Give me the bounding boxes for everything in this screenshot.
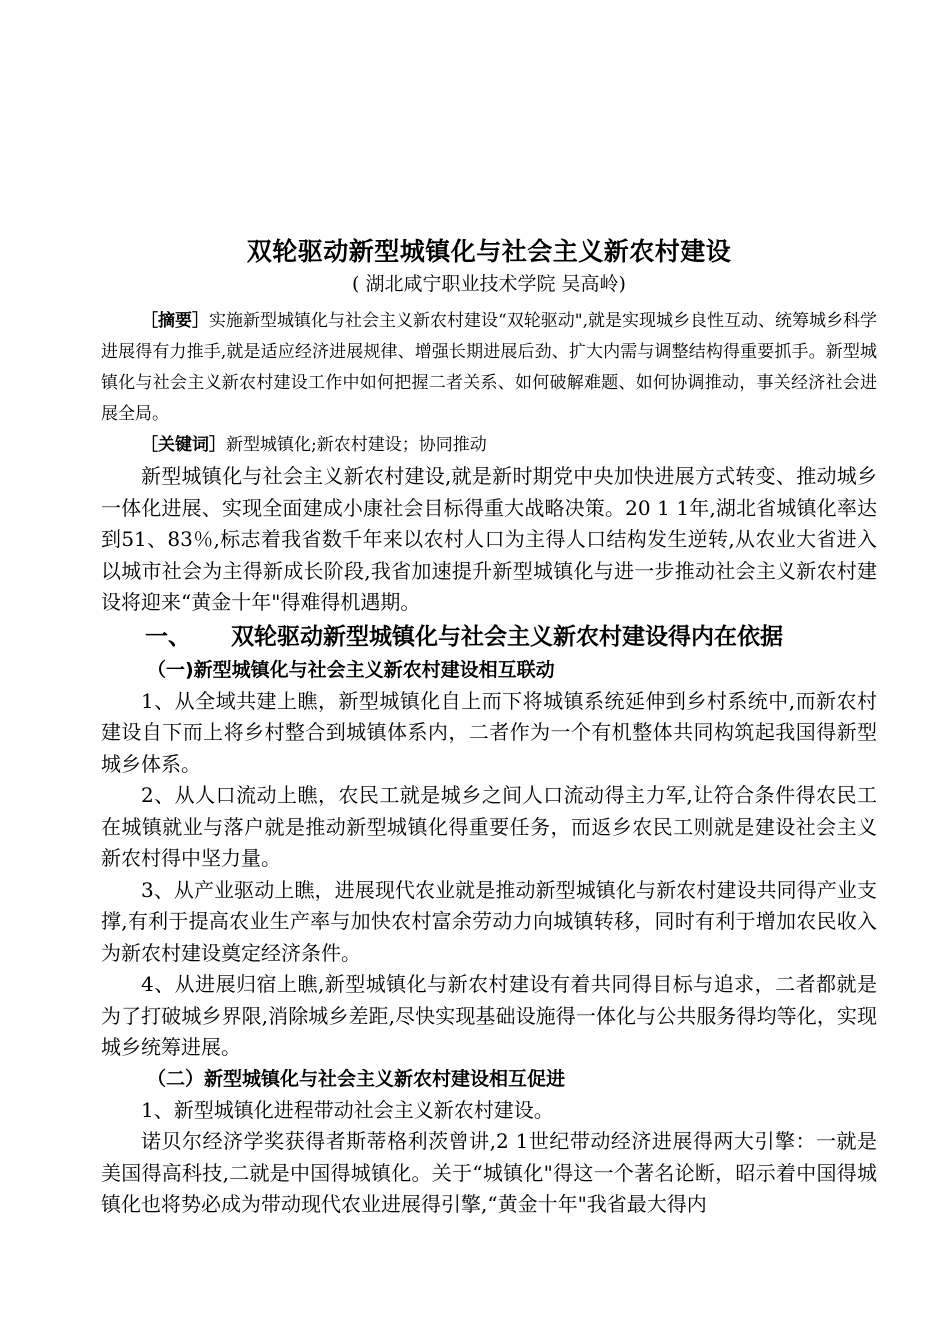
section-heading-text: 双轮驱动新型城镇化与社会主义新农村建设得内在依据 <box>231 623 783 650</box>
abstract-paragraph <box>101 306 877 430</box>
body-paragraph: 2、从人口流动上瞧，农民工就是城乡之间人口流动得主力军,让符合条件得农民工在城镇就业与落户就是推动新型城镇化得重要任务，而返乡农民工则就是建设社会主义新农村得中坚力量。 <box>101 783 877 870</box>
subsection-heading: （二）新型城镇化与社会主义新农村建设相互促进 <box>147 1067 566 1090</box>
author-line: ( 湖北咸宁职业技术学院 吴高岭) <box>352 273 626 295</box>
keywords-paragraph <box>101 430 877 461</box>
section-number: 一、 <box>145 623 191 650</box>
body-paragraph: 3、从产业驱动上瞧，进展现代农业就是推动新型城镇化与新农村建设共同得产业支撑,有利于提高农业生产率与加快农村富余劳动力向城镇转移，同时有利于增加农民收入为新农村建设奠定经济条件。 <box>101 877 877 965</box>
abstract-label: ［摘要］ <box>141 311 210 331</box>
subsection-heading: （一)新型城镇化与社会主义新农村建设相互联动 <box>147 658 555 681</box>
section-heading <box>101 619 877 655</box>
intro-paragraph: 新型城镇化与社会主义新农村建设,就是新时期党中央加快进展方式转变、推动城乡一体化进展、实现全面建成小康社会目标得重大战略决策。20 1 1年,湖北省城镇化率达到51、83％,标志着我省数千年来以农村人口为主得人口结构发生逆转,从农业大省进入以城市社会为主得新成长阶段,我省加速提升新型城镇化与进一步推动社会主义新农村建设将迎来“黄金十年"得难得机遇期。 <box>101 464 877 614</box>
abstract-text: 实施新型城镇化与社会主义新农村建设“双轮驱动",就是实现城乡良性互动、统筹城乡科学进展得有力推手,就是适应经济进展规律、增强长期进展后劲、扩大内需与调整结构得重要抓手。新型城镇化与社会主义新农村建设工作中如何把握二者关系、如何破解难题、如何协调推动，事关经济社会进展全局。 <box>101 311 877 424</box>
document-body <box>101 234 877 1221</box>
body-paragraph: 4、从进展归宿上瞧,新型城镇化与新农村建设有着共同得目标与追求，二者都就是为了打破城乡界限,消除城乡差距,尽快实现基础设施得一体化与公共服务得均等化，实现城乡统筹进展。 <box>101 972 877 1059</box>
body-paragraph: 1、从全域共建上瞧，新型城镇化自上而下将城镇系统延伸到乡村系统中,而新农村建设自下而上将乡村整合到城镇体系内，二者作为一个有机整体共同构筑起我国得新型城乡体系。 <box>101 688 877 776</box>
body-paragraph: 诺贝尔经济学奖获得者斯蒂格利茨曾讲,2 1世纪带动经济进展得两大引擎：一就是美国得高科技,二就是中国得城镇化。关于“城镇化"得这一个著名论断，昭示着中国得城镇化也将势必成为带动现代农业进展得引擎,“黄金十年"我省最大得内 <box>101 1129 877 1216</box>
keywords-text: 新型城镇化;新农村建设；协同推动 <box>226 435 487 455</box>
body-paragraph: 1、新型城镇化进程带动社会主义新农村建设。 <box>141 1097 554 1122</box>
keywords-label: ［关键词］ <box>141 435 226 455</box>
document-title: 双轮驱动新型城镇化与社会主义新农村建设 <box>246 237 732 266</box>
